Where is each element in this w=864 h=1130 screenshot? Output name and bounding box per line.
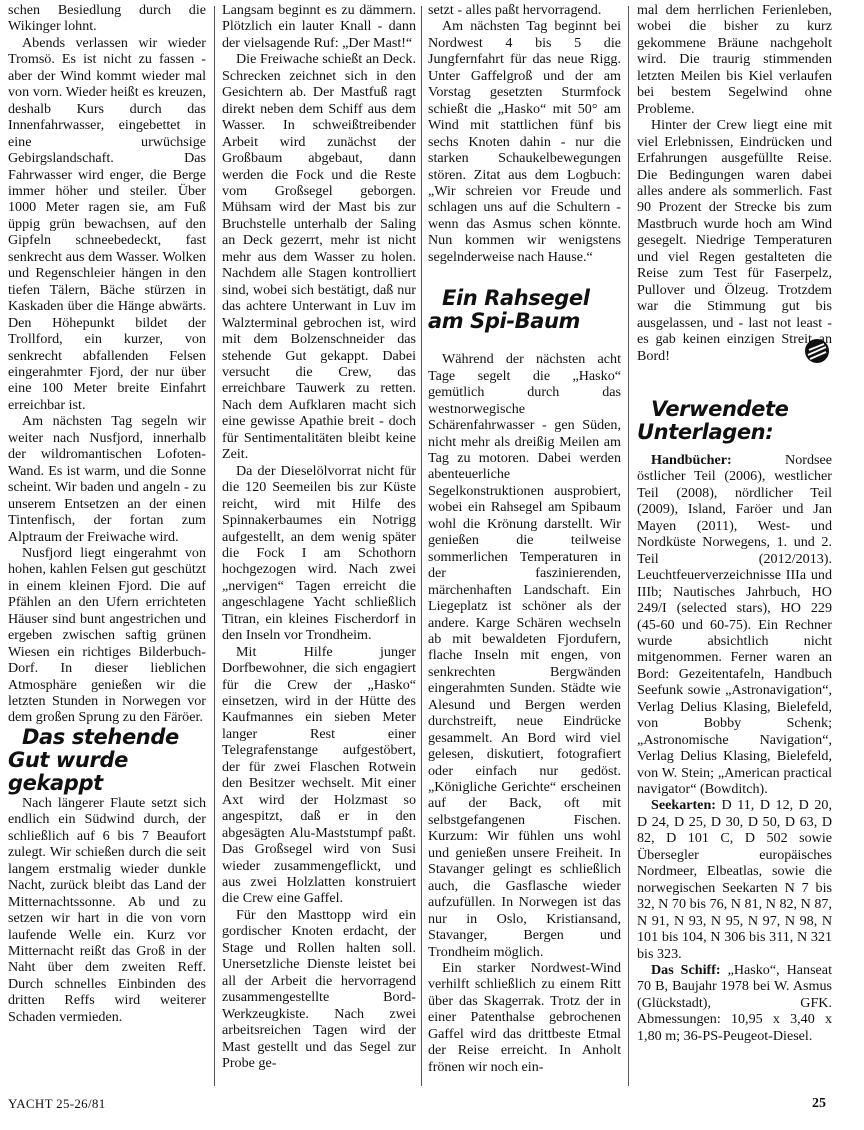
- label-bold: Handbücher:: [651, 451, 732, 468]
- paragraph: mal dem herrlichen Ferienleben, wobei die bisher zu kurz gekommene Bräune nachgeholt wird. Die traurig stimmenden letzten Meilen bis Kiel verlaufen bei bestem Segelwind ohne Probleme.: [637, 2, 832, 117]
- label-bold: Das Schiff:: [651, 962, 721, 979]
- column-1: [8, 2, 206, 1025]
- paragraph: [637, 797, 832, 962]
- column-3: [428, 2, 621, 1075]
- paragraph: Während der nächsten acht Tage segelt die „Hasko“ gemütlich durch das westnorwegische Schärenfahrwasser - gen Süden, nicht mehr als dreißig Meilen am Tag zu motoren. Dabei werden abenteuerliche Segelkonstruktionen ausprobiert, wobei ein Rahsegel am Spibaum wohl die Krönung darstellt. Wir genießen die teilweise sommerlichen Temperaturen in der faszinierenden, märchenhaften Landschaft. Ein Liegeplatz ist schöner als der andere. Karge Schären wechseln ab mit bewaldeten Fjordufern, flache Inseln mit engen, von senkrechten Bergwänden eingerahmten Sunden. Städte wie Alesund und Bergen werden durchstreift, neue Eindrücke gesammelt. An Bord wird viel gelesen, diskutiert, fotografiert oder einfach nur gedöst. „Königliche Gerichte“ erscheinen auf der Back, oft mit selbstgefangenen Fischen. Kurzum: Wir fühlen uns wohl und genießen unsere Freiheit. In Stavanger gelingt es schließlich auch, die Gasflasche wieder aufzufüllen. In Norwegen ist das nur in Oslo, Kristiansand, Stavanger, Bergen und Trondheim möglich.: [428, 351, 621, 960]
- paragraph: Am nächsten Tag segeln wir weiter nach Nusfjord, innerhalb der wildromantischen Lofoten-Wand. Es ist warm, und die Sonne scheint. Wir baden und angeln - zu unserem Entsetzen an der einen Tintenfisch, der fortan zum Alptraum der Freiwache wird.: [8, 413, 206, 545]
- paragraph: Die Freiwache schießt an Deck. Schrecken zeichnet sich in den Gesichtern ab. Der Mastfuß ragt direkt neben dem Schiff aus dem Wasser. In schweißtreibender Arbeit wird zunächst der Großbaum abgebaut, dann werden die Fock und die Reste vom Großsegel geborgen. Mühsam wird der Mast bis zur Bruchstelle unterhalb der Saling an Deck gezerrt, mehr ist nicht mehr aus dem Wasser zu holen. Nachdem alle Stagen kontrolliert sind, wobei sich bestätigt, daß nur das achtere Unterwant in Luv im Walzterminal gebrochen ist, wird mit dem Bolzenschneider das stehende Gut gekappt. Dabei versucht die Crew, das erreichbare Tauwerk zu retten. Nach dem Aufklaren macht sich eine gewisse Apathie breit - doch für Sentimentalitäten bleibt keine Zeit.: [222, 51, 416, 463]
- paragraph: Da der Dieselölvorrat nicht für die 120 Seemeilen bis zur Küste reicht, wird mit Hilfe des Spinnakerbaumes ein Notrigg aufgestellt, an dem wenig später die Fock I am Schothorn hochgezogen wird. Nach zwei „nervigen“ Tagen erreicht die angeschlagene Yacht schließlich Titran, ein kleines Fischerdorf in den Inseln vor Trondheim.: [222, 462, 416, 644]
- paragraph: Für den Masttopp wird ein gordischer Knoten erdacht, der Stage und Rollen halten soll. Unersetzliche Dienste leistet bei all der Arbeit die hervorragend zusammengestellte Bord-Werkzeugkiste. Nach zwei arbeitsreichen Tagen wird der Mast gestellt und das Segel zur Probe ge-: [222, 906, 416, 1071]
- paragraph: Langsam beginnt es zu dämmern. Plötzlich ein lauter Knall - dann der vielsagende Ruf: „Der Mast!“: [222, 2, 416, 51]
- paragraph-text: Nordsee östlicher Teil (2006), westlicher Teil (2008), nördlicher Teil (2009), Island, Faröer und Jan Mayen (2011), West- und Nordküste Norwegens, 1. und 2. Teil (2012/2013). Leuchtfeuerverzeichnisse IIIa und IIIb; Nautisches Jahrbuch, HO 249/I (selected stars), HO 229 (45-60 und 60-75). Ein Rechner wurde absichtlich nicht mitgenommen. Ferner waren an Bord: Gezeitentafeln, Handbuch Seefunk sowie „Astronavigation“, Verlag Delius Klasing, Bielefeld, von Bobby Schenk; „Astronomische Navigation“, Verlag Delius Klasing, Bielefeld, von W. Stein; „American practical navigator“ (Bowditch).: [637, 451, 832, 798]
- paragraph: Ein starker Nordwest-Wind verhilft schließlich zu einem Ritt über das Skagerrak. Trotz der in einer Patenthalse gebrochenen Gaffel wird das drittbeste Etmal der Reise erreicht. In Anholt frönen wir noch ein-: [428, 960, 621, 1075]
- section-heading: Verwendete Unterlagen:: [637, 396, 789, 444]
- paragraph: Hinter der Crew liegt eine mit viel Erlebnissen, Eindrücken und Erfahrungen ausgefüllte Reise. Die Bedingungen waren dabei alles andere als sommerlich. Fast 90 Prozent der Strecke bis zum Mastbruch wurde hoch am Wind gesegelt. Niedrige Temperaturen und viel Regen gestalteten die Reise zum Test für Faserpelz, Pullover und Ölzeug. Trotzdem war die Stimmung gut bis ausgelassen, und - last not least - es gab keinen einzigen Streit an Bord!: [637, 117, 832, 364]
- label-bold: Seekarten:: [651, 797, 716, 814]
- paragraph-text: D 11, D 12, D 20, D 24, D 25, D 30, D 50, D 63, D 82, D 101 C, D 502 sowie Übersegler europäisches Nordmeer, Elbeatlas, sowie die norwegischen Seekarten N 7 bis 32, N 70 bis 76, N 81, N 82, N 87, N 91, N 93, N 95, N 97, N 98, N 101 bis 104, N 306 bis 311, N 321 bis 323.: [637, 797, 832, 962]
- column-2: [222, 2, 416, 1071]
- issue-footer: YACHT 25-26/81: [8, 1096, 106, 1111]
- paragraph: Nusfjord liegt eingerahmt von hohen, kahlen Felsen gut geschützt in einem kleinen Fjord. Die auf Pfählen an den Ufern errichteten Häuser sind bunt angestrichen und ergeben zwischen saftig grünen Wiesen ein richtiges Bilderbuch-Dorf. In dieser lieblichen Atmosphäre genießen wir die letzten Stunden in Norwegen vor dem großen Sprung zu den Färöer.: [8, 544, 206, 726]
- paragraph: [637, 452, 832, 798]
- paragraph: schen Besiedlung durch die Wikinger lohnt.: [8, 2, 206, 35]
- column-divider: [214, 6, 215, 1086]
- column-divider: [628, 6, 629, 1086]
- paragraph: Mit Hilfe junger Dorfbewohner, die sich engagiert für die Crew der „Hasko“ einsetzen, wird in der Hütte des Kaufmannes ein sieben Meter langer Rest einer Telegrafenstange aufgestöbert, der für zwei Flaschen Rotwein den Besitzer wechselt. Mit einer Axt wird der Holzmast so angespitzt, daß er in den abgesägten Alu-Maststumpf paßt. Das Großsegel wird von Susi wieder zusammengeflickt, und aus zwei Holzlatten konstruiert die Crew eine Gaffel.: [222, 643, 416, 907]
- paragraph-text: „Hasko“, Hanseat 70 B, Baujahr 1978 bei W. Asmus (Glückstadt), GFK. Abmessungen: 10,95 x 3,40 x 1,80 m; 36-PS-Peugeot-Diesel.: [637, 962, 832, 1044]
- paragraph: Am nächsten Tag beginnt bei Nordwest 4 bis 5 die Jungfernfahrt für das neue Rigg. Unter Gaffelgroß und der am Vorstag gesetzten Sturmfock schießt die „Hasko“ mit 50° am Wind mit stattlichen fünf bis sechs Knoten dahin - nur die starken Schaukelbewegungen stören. Zitat aus dem Logbuch: „Wir schreien vor Freude und schlagen uns auf die Schultern - wenn das Asmus schen könnte. Nun kommen wir wenigstens segelnderweise nach Hause.“: [428, 18, 621, 265]
- paragraph: Nach längerer Flaute setzt sich endlich ein Südwind durch, der schließlich auf 6 bis 7 Beaufort zulegt. Wir schießen durch die seit langem erstmalig wieder dunkle Nacht, zurück bleibt das Land der Mitternachtssonne. Ab und zu setzen wir hart in die von vorn laufende Welle ein. Kurz vor Mitternacht reißt das Groß in der Naht über dem zweiten Reff. Durch schnelles Einbinden des dritten Reffs wird weiterer Schaden vermieden.: [8, 794, 206, 1025]
- section-heading: Ein Rahsegel am Spi-Baum: [428, 286, 590, 334]
- column-divider: [421, 6, 422, 1086]
- page-number: 25: [812, 1096, 826, 1111]
- column-4: [637, 2, 832, 1044]
- paragraph: [637, 962, 832, 1044]
- paragraph: setzt - alles paßt hervorragend.: [428, 2, 602, 18]
- paragraph: Abends verlassen wir wieder Tromsö. Es ist nicht zu fassen - aber der Wind kommt wieder mal von vorn. Wieder heißt es kreuzen, deshalb Kurs durch das Innenfahrwasser, eingebettet in eine urwüchsige Gebirgslandschaft. Das Fahrwasser wird enger, die Berge immer höher und steiler. Über 1000 Meter ragen sie, am Fuß üppig grün bewachsen, auf den Gipfeln schneebedeckt, fast senkrecht aus dem Wasser. Wolken und Regenschleier hängen in den tiefen Tälern, Bäche stürzen in Kaskaden über die Hänge abwärts. Den Höhepunkt bildet der Trollford, ein kurzer, von senkrecht abfallenden Felsen eingerahmter Fjord, der nur über eine 100 Meter breite Einfahrt erreichbar ist.: [8, 34, 206, 413]
- section-heading: Das stehende Gut wurde gekappt: [8, 724, 179, 795]
